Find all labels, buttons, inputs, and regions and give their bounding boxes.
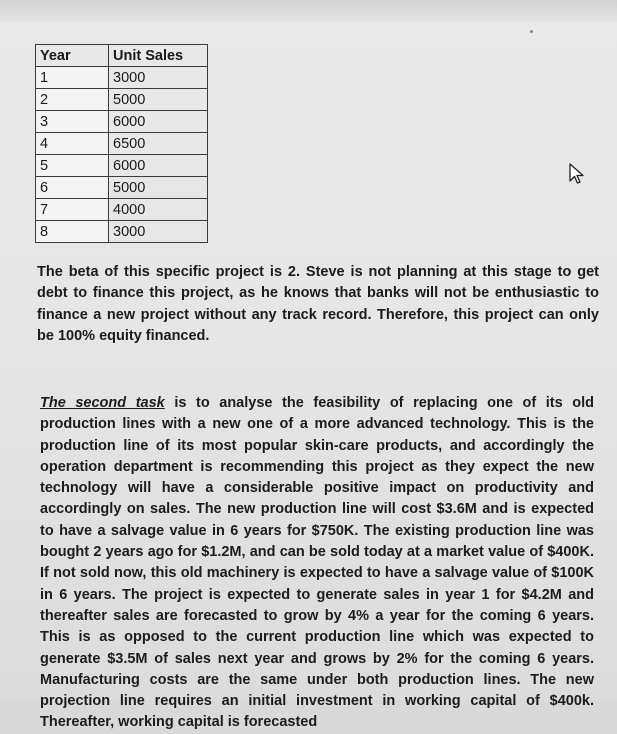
table-row [36, 199, 208, 221]
header-year: Year [36, 45, 109, 67]
unit-sales-cell: 5000 [109, 89, 208, 111]
second-task-heading: The second task [40, 395, 165, 411]
year-cell: 1 [36, 67, 109, 89]
table-header-row [36, 45, 208, 67]
unit-sales-cell: 6500 [109, 133, 208, 155]
table-row [36, 89, 208, 111]
paragraph-second-task [40, 393, 594, 734]
paragraph-beta: The beta of this specific project is 2. Steve is not planning at this stage to get debt to finance this project, as he knows that banks will not be enthusiastic to finance a new project without any track record. Therefore, this project can only be 100% equity financed. [37, 264, 599, 344]
unit-sales-cell: 5000 [109, 177, 208, 199]
table-row [36, 155, 208, 177]
unit-sales-cell: 3000 [109, 67, 208, 89]
year-cell: 7 [36, 199, 109, 221]
year-cell: 3 [36, 111, 109, 133]
unit-sales-cell: 6000 [109, 155, 208, 177]
unit-sales-cell: 4000 [109, 199, 208, 221]
table-row [36, 111, 208, 133]
year-cell: 8 [36, 221, 109, 243]
unit-sales-cell: 6000 [109, 111, 208, 133]
unit-sales-cell: 3000 [109, 221, 208, 243]
speck [530, 30, 533, 33]
year-cell: 5 [36, 155, 109, 177]
year-cell: 6 [36, 177, 109, 199]
table-row [36, 177, 208, 199]
second-task-body: is to analyse the feasibility of replacing one of its old production lines with a new one of a more advanced technology. This is the production line of its most popular skin-care products, and accordingly the operation department is recommending this project as they expect the new technology will have a considerable positive impact on productivity and accordingly on sales. The new production line will cost $3.6M and is expected to have a salvage value in 6 years for $750K. The existing production line was bought 2 years ago for $1.2M, and can be sold today at a market value of $400K. If not sold now, this old machinery is expected to have a salvage value of $100K in 6 years. The project is expected to generate sales in year 1 for $4.2M and thereafter sales are forecasted to grow by 4% a year for the coming 6 years. This is as opposed to the current production line which was expected to generate $3.5M of sales next year and grows by 2% for the coming 6 years. Manufacturing costs are the same under both production lines. The new projection line requires an initial investment in working capital of $400k. Thereafter, working capital is forecasted [40, 395, 595, 731]
unit-sales-table [35, 44, 208, 243]
table-row [36, 67, 208, 89]
year-cell: 4 [36, 133, 109, 155]
mouse-pointer-icon [566, 161, 588, 187]
page-top-shadow [0, 0, 617, 22]
header-unit-sales: Unit Sales [109, 45, 208, 67]
year-cell: 2 [36, 89, 109, 111]
table-row [36, 133, 208, 155]
table-row [36, 221, 208, 243]
